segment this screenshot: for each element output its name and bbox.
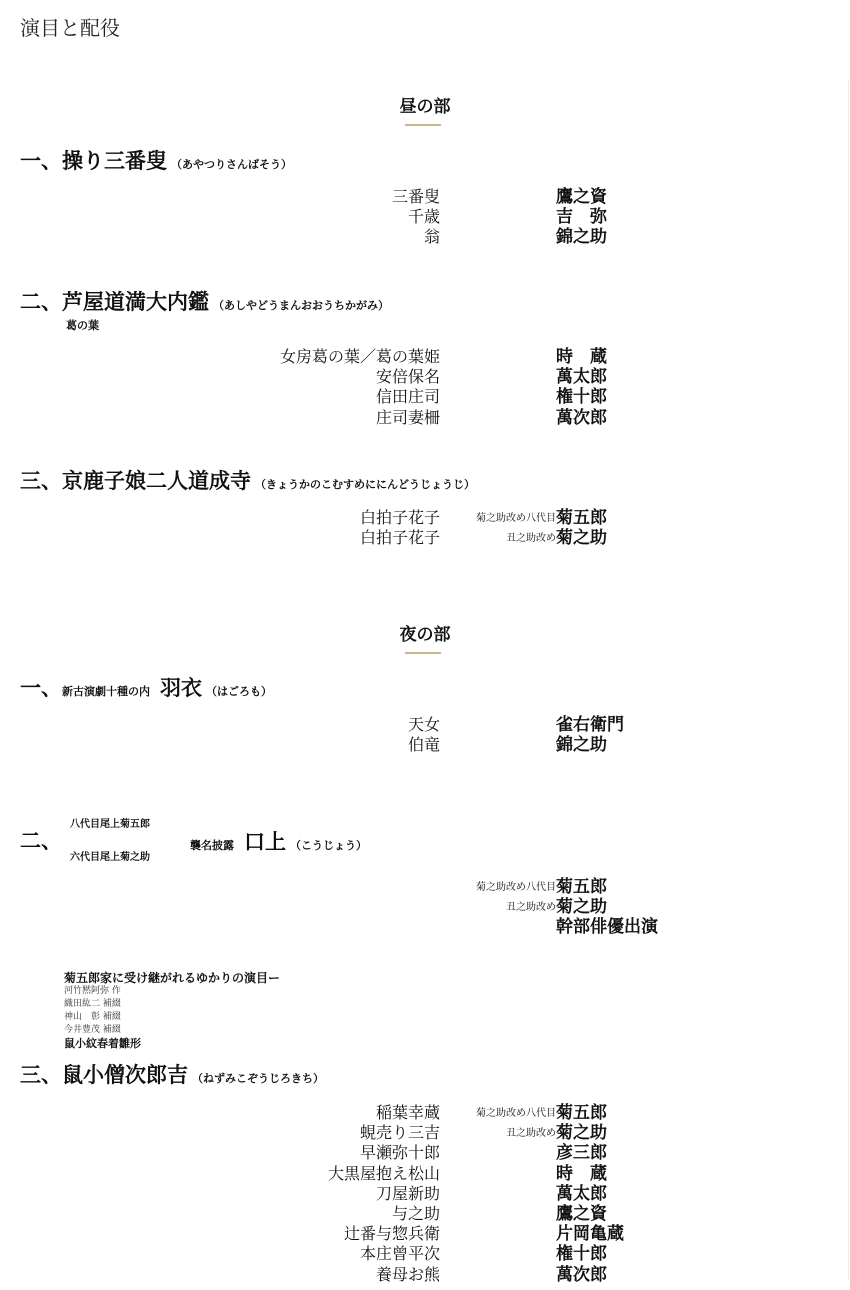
program-prefix: 襲名披露	[190, 839, 234, 852]
role-name: 伯竜	[407, 735, 440, 755]
program-reading: （きょうかのこむすめににんどうじょうじ）	[255, 478, 475, 491]
actor-name: 権十郎	[556, 387, 607, 408]
actor-name: 萬次郎	[556, 1264, 607, 1285]
cast-list	[0, 877, 850, 938]
role-name: 辻番与惣兵衛	[343, 1224, 440, 1244]
actor-name: 萬次郎	[556, 407, 607, 428]
program-title-row	[20, 672, 272, 702]
actor-name: 権十郎	[556, 1244, 607, 1265]
page-title: 演目と配役	[20, 16, 120, 40]
credit-line: 神山 彰 補綴	[64, 1012, 121, 1022]
cast-row	[0, 347, 850, 367]
program-title-row	[190, 826, 367, 856]
cast-row	[0, 207, 850, 227]
program-reading: （ねずみこぞうじろきち）	[192, 1072, 324, 1085]
actor-name: 菊之助	[556, 1123, 607, 1144]
role-name: 信田庄司	[375, 387, 440, 407]
credit-line: 河竹黙阿弥 作	[64, 986, 121, 996]
cast-row	[0, 1204, 850, 1224]
name-succession-note: 丑之助改め	[506, 533, 556, 545]
program-prefix: 新古演劇十種の内	[62, 685, 150, 698]
program-title: 芦屋道満大内鑑	[62, 289, 209, 314]
program-title: 操り三番叟	[62, 148, 167, 173]
program-subtitle: 葛の葉	[66, 319, 99, 332]
day-section-heading: 昼の部	[399, 97, 451, 117]
program-number: 三、	[20, 468, 62, 493]
cast-row	[0, 187, 850, 207]
role-name: 与之助	[391, 1203, 440, 1223]
night-section-heading: 夜の部	[399, 625, 451, 645]
cast-row	[0, 1143, 850, 1163]
cast-row	[0, 408, 850, 428]
actor-name: 萬太郎	[556, 367, 607, 388]
role-name: 安倍保名	[375, 367, 440, 387]
role-name: 大黒屋抱え松山	[327, 1163, 440, 1183]
credit-line: 織田紘二 補綴	[64, 999, 121, 1009]
program-lead-text: 菊五郎家に受け継がれるゆかりの演目ー	[64, 971, 281, 985]
program-number-row	[20, 825, 62, 855]
cast-row	[0, 897, 850, 917]
actor-name: 萬太郎	[556, 1183, 607, 1204]
day-section-rule	[405, 124, 441, 126]
cast-row	[0, 1103, 850, 1123]
cast-row	[0, 227, 850, 247]
role-name: 養母お熊	[375, 1264, 440, 1284]
cast-list	[0, 347, 850, 428]
program-title-row	[20, 145, 292, 175]
cast-row	[0, 1244, 850, 1264]
role-name: 白拍子花子	[359, 528, 440, 548]
cast-row	[0, 1123, 850, 1143]
cast-list	[0, 1103, 850, 1285]
name-succession-note: 菊之助改め八代目	[476, 882, 556, 893]
actor-name: 菊之助	[556, 528, 607, 549]
name-succession-note: 丑之助改め	[506, 902, 556, 914]
actor-name: 吉 弥	[556, 207, 607, 228]
actor-name: 菊五郎	[556, 1103, 607, 1123]
program-title-row	[20, 286, 389, 316]
role-name: 稲葉幸蔵	[375, 1103, 440, 1122]
cast-row	[0, 367, 850, 387]
program-reading: （はごろも）	[206, 685, 272, 698]
cast-list	[0, 187, 850, 248]
cast-row	[0, 877, 850, 897]
cast-row	[0, 1265, 850, 1285]
cast-list	[0, 715, 850, 755]
actor-name: 片岡亀蔵	[556, 1224, 624, 1245]
role-name: 翁	[423, 227, 440, 247]
succession-name-new-kikunosuke: 六代目尾上菊之助	[70, 852, 150, 863]
night-section-rule	[405, 652, 441, 654]
cast-list	[0, 508, 850, 548]
program-reading: （あしやどうまんおおうちかがみ）	[213, 299, 389, 312]
cast-row	[0, 735, 850, 755]
program-reading: （こうじょう）	[290, 839, 367, 852]
cast-row	[0, 917, 850, 937]
cast-row	[0, 1224, 850, 1244]
actor-name: 幹部俳優出演	[556, 917, 658, 938]
role-name: 女房葛の葉／葛の葉姫	[279, 347, 440, 366]
cast-row	[0, 715, 850, 735]
credit-line: 今井豊茂 補綴	[64, 1025, 121, 1035]
program-number: 三、	[20, 1062, 62, 1087]
actor-name: 菊五郎	[556, 508, 607, 528]
role-name: 刀屋新助	[375, 1183, 440, 1203]
cast-row	[0, 1184, 850, 1204]
name-succession-note: 丑之助改め	[506, 1128, 556, 1140]
role-name: 蜆売り三吉	[359, 1123, 440, 1143]
program-title: 口上	[244, 829, 286, 854]
name-succession-note: 菊之助改め八代目	[476, 513, 556, 524]
program-alt-title: 鼠小紋春着雛形	[64, 1037, 141, 1050]
cast-row	[0, 387, 850, 407]
program-reading: （あやつりさんばそう）	[171, 158, 292, 171]
program-title-row	[20, 465, 475, 495]
program-credits	[64, 972, 280, 1050]
actor-name: 錦之助	[556, 227, 607, 248]
name-succession-note: 菊之助改め八代目	[476, 1108, 556, 1119]
program-title: 鼠小僧次郎吉	[62, 1062, 188, 1087]
actor-name: 雀右衛門	[556, 715, 624, 735]
actor-name: 彦三郎	[556, 1143, 607, 1164]
actor-name: 鷹之資	[556, 1203, 607, 1224]
program-number: 二、	[20, 828, 62, 853]
program-title: 羽衣	[160, 675, 202, 700]
program-title-row	[20, 1059, 324, 1089]
program-number: 二、	[20, 289, 62, 314]
actor-name: 時 蔵	[556, 1163, 607, 1184]
actor-name: 錦之助	[556, 735, 607, 756]
role-name: 三番叟	[391, 187, 440, 206]
program-number: 一、	[20, 675, 62, 700]
role-name: 千歳	[407, 207, 440, 227]
actor-name: 時 蔵	[556, 347, 607, 367]
role-name: 白拍子花子	[359, 508, 440, 527]
role-name: 本庄曾平次	[359, 1244, 440, 1264]
cast-row	[0, 528, 850, 548]
program-number: 一、	[20, 148, 62, 173]
actor-name: 菊五郎	[556, 877, 607, 897]
actor-name: 鷹之資	[556, 187, 607, 207]
program-title: 京鹿子娘二人道成寺	[62, 468, 251, 493]
succession-name-new-kikugoro: 八代目尾上菊五郎	[70, 819, 150, 830]
role-name: 早瀬弥十郎	[359, 1143, 440, 1163]
cast-row	[0, 1164, 850, 1184]
actor-name: 菊之助	[556, 897, 607, 918]
role-name: 天女	[407, 715, 440, 734]
cast-row	[0, 508, 850, 528]
role-name: 庄司妻柵	[375, 407, 440, 427]
divider	[848, 80, 849, 1280]
